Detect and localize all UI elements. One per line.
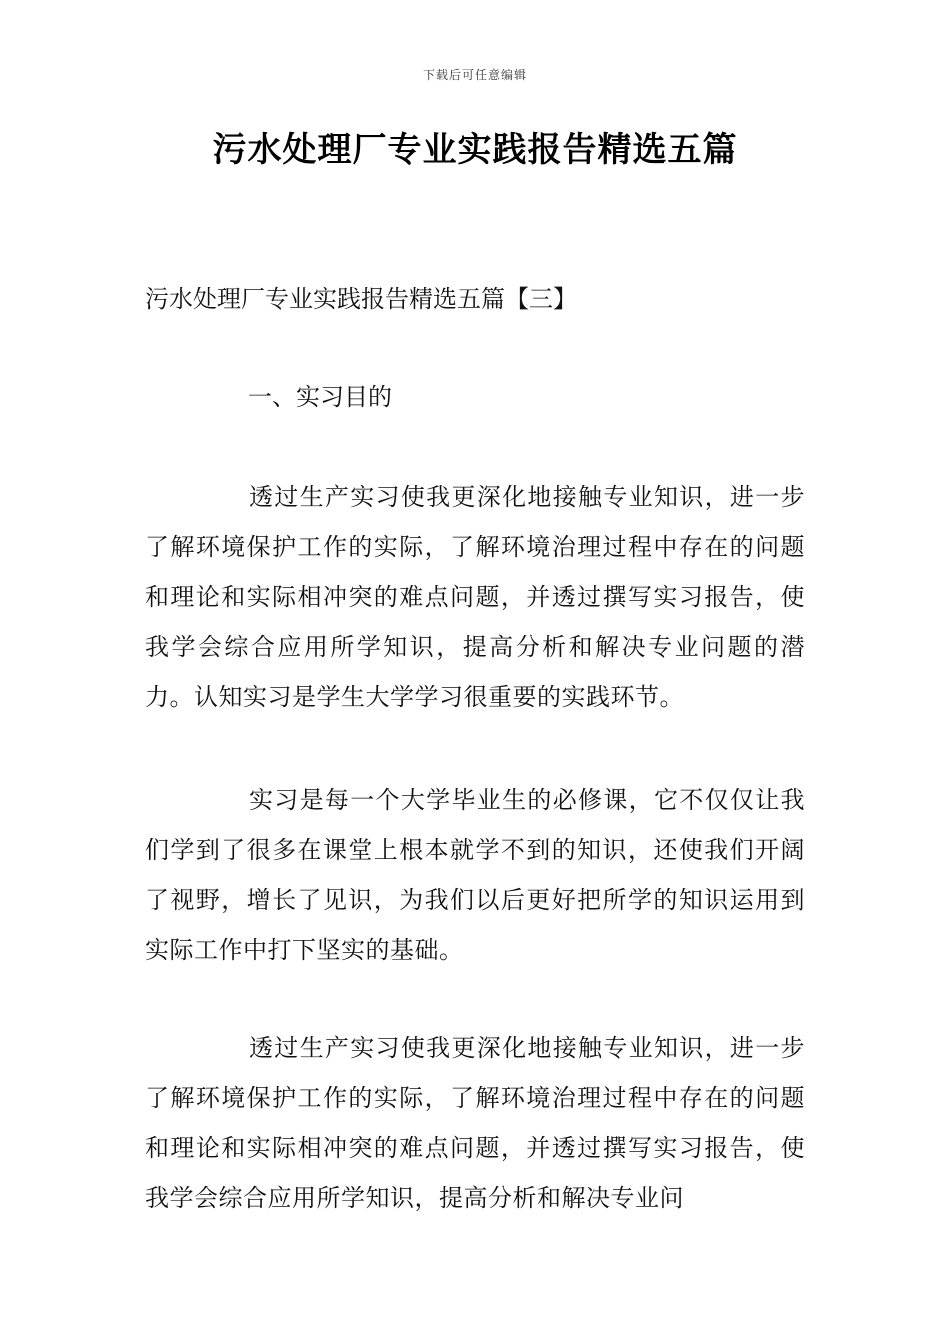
paragraph: 透过生产实习使我更深化地接触专业知识，进一步了解环境保护工作的实际，了解环境治理过程中存在的问题和理论和实际相冲突的难点问题，并透过撰写实习报告，使我学会综合应用所学知识，提高分析和解决专业问题的潜力。认知实习是学生大学学习很重要的实践环节。 xyxy=(145,483,805,711)
section-title: 污水处理厂专业实践报告精选五篇【三】 xyxy=(145,285,577,313)
paragraph: 实习是每一个大学毕业生的必修课，它不仅仅让我们学到了很多在课堂上根本就学不到的知识，还使我们开阔了视野，增长了见识，为我们以后更好把所学的知识运用到实际工作中打下坚实的基础。 xyxy=(145,786,805,964)
header-note: 下载后可任意编辑 xyxy=(422,68,527,82)
document-title: 污水处理厂专业实践报告精选五篇 xyxy=(212,130,738,170)
sub-heading: 一、实习目的 xyxy=(248,383,392,411)
paragraph: 透过生产实习使我更深化地接触专业知识，进一步了解环境保护工作的实际，了解环境治理过程中存在的问题和理论和实际相冲突的难点问题，并透过撰写实习报告，使我学会综合应用所学知识，提高分析和解决专业问 xyxy=(145,1034,805,1212)
